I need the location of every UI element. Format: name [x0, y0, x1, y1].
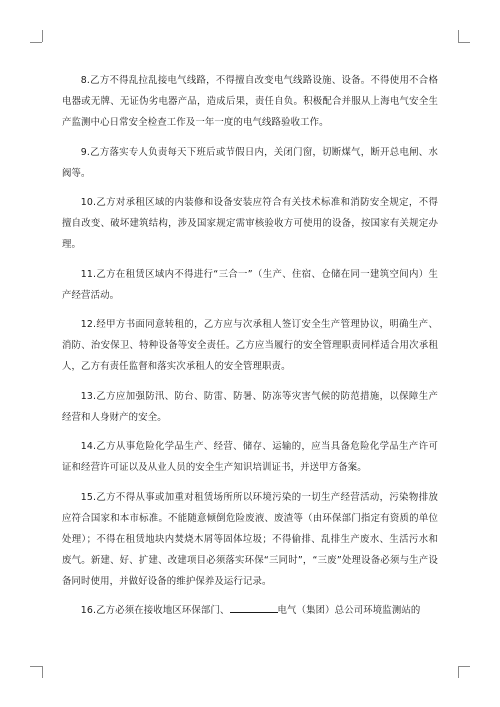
crop-mark-bottom-right — [458, 666, 459, 678]
clause-12: 12.经甲方书面同意转租的，乙方应与次承租人签订安全生产管理协议，明确生产、消防、治安保卫、特种设备等安全责任。乙方应当履行的安全管理职责同样适合用次承租人，乙方有责任监督和落实次承租人的安全管理职责。 — [62, 319, 438, 372]
clause-11: 11.乙方在租赁区域内不得进行“三合一”（生产、住宿、仓储在同一建筑空间内）生产经营活动。 — [62, 268, 438, 301]
document-body — [62, 70, 438, 630]
crop-mark-top-right — [458, 30, 459, 42]
clause-13: 13.乙方应加强防汛、防台、防雷、防暑、防冻等灾害气候的防范措施，以保障生产经营和人身财产的安全。 — [62, 390, 438, 423]
clause-14: 14.乙方从事危险化学品生产、经营、储存、运输的，应当具备危险化学品生产许可证和经营许可证以及从业人员的安全生产知识培训证书，并送甲方备案。 — [62, 441, 438, 473]
clause-16 — [62, 600, 438, 621]
crop-mark-bottom-left — [42, 666, 43, 678]
clause-15: 15.乙方不得从事或加重对租赁场所所以环境污染的一切生产经营活动，污染物排放应符合国家和本市标准。不能随意倾倒危险废液、废渣等（由环保部门指定有资质的单位处理）；不得在租赁地块内焚烧木屑等固体垃圾；不得偷排、乱排生产废水、生活污水和废气。新建、好、扩建、改建项目必须落实环保“三同时”，“三废”处理设备必须与生产设备同时使用，并做好设备的维护保养及运行记录。 — [62, 491, 438, 587]
crop-mark-bottom-left — [30, 666, 42, 667]
clause-9: 9.乙方落实专人负责每天下班后或节假日内，关闭门窗，切断煤气，断开总电闸、水阀等。 — [62, 146, 438, 179]
clause-10: 10.乙方对承租区域的内装修和设备安装应符合有关技术标准和消防安全规定，不得擅自改变、破坏建筑结构，涉及国家规定需审核验收方可使用的设备，按国家有关规定办理。 — [62, 197, 438, 250]
clause-16-text-after: 电气（集团）总公司环境监测站的 — [277, 605, 421, 616]
crop-mark-top-right — [458, 42, 470, 43]
clause-8: 8.乙方不得乱拉乱接电气线路，不得擅自改变电气线路设施、设备。不得使用不合格电器或无牌、无证伪劣电器产品，造成后果，责任自负。积极配合并服从上海电气安全生产监测中心日常安全检查工作及一年一度的电气线路验收工作。 — [62, 75, 438, 128]
clause-16-text-before: 16.乙方必须在接收地区环保部门、 — [80, 605, 230, 616]
crop-mark-top-left — [30, 42, 42, 43]
fill-in-blank — [230, 602, 278, 613]
crop-mark-top-left — [42, 30, 43, 42]
crop-mark-bottom-right — [458, 666, 470, 667]
